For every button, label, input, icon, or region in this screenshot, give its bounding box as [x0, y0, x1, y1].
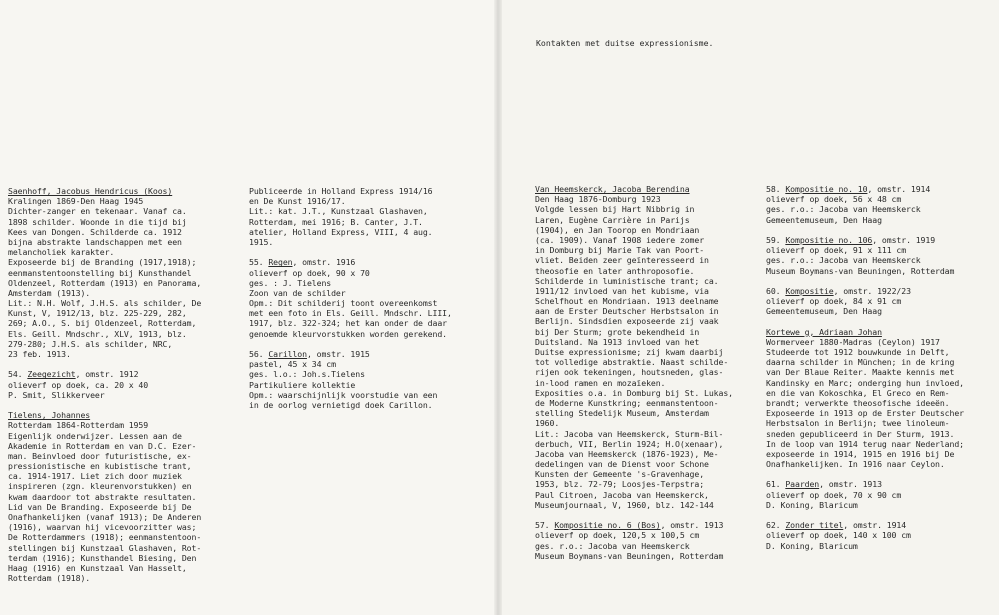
column-3: [535, 184, 763, 561]
text-line: Kralingen 1869-Den Haag 1945: [8, 196, 144, 207]
text-line: Wormerveer 1880-Madras (Ceylon) 1917: [766, 336, 940, 347]
text-line: olieverf op doek, 140 x 100 cm: [766, 530, 911, 541]
text-line: [766, 225, 996, 235]
text-line: Dichter-zanger en tekenaar. Vanaf ca.: [8, 206, 187, 217]
text-line: en die van Kokoschka, El Greco en Rem-: [766, 387, 950, 398]
text-line: stellingen bij Kunstzaal Glashaven, Rot-: [8, 542, 202, 553]
text-line: D. Koning, Blaricum: [766, 499, 858, 510]
text-line: genoemde kleurvorstukken worden gerekend.: [249, 328, 448, 339]
text-line: 54. Zeegezicht, omstr. 1912: [8, 369, 139, 380]
text-line: inspireren (zgn. kleurenvorstukken) en: [8, 481, 192, 492]
text-line: 23 feb. 1913.: [8, 349, 71, 359]
text-line: ca. 1914-1917. Liet zich door muziek: [8, 471, 182, 482]
text-line: Kunsten der Gemeente 's-Gravenhage,: [535, 469, 705, 480]
artist-name: Tielens, Johannes: [8, 410, 91, 421]
text-line: kwam daardoor tot abstrakte resultaten.: [8, 491, 197, 502]
text-line: Museumjournaal, V, 1960, blz. 142-144: [535, 499, 714, 510]
text-line: Duitse expressionisme; zij kwam daarbij: [535, 347, 724, 357]
artist-name: Van Heemskerck, Jacoba Berendina: [535, 184, 690, 194]
text-line: olieverf op doek, 84 x 91 cm: [766, 296, 902, 307]
text-line: Kees van Dongen. Schilderde ca. 1912: [8, 226, 182, 237]
column-4: [766, 184, 996, 551]
text-line: Partikuliere kollektie: [249, 379, 356, 390]
text-line: [249, 247, 489, 257]
text-line: sneden gepubliceerd in Der Sturm, 1913.: [766, 428, 955, 439]
text-line: Lit.: kat. J.T., Kunstzaal Glashaven,: [249, 206, 428, 217]
book-gutter: [494, 0, 502, 615]
column-2: [249, 186, 489, 410]
text-line: 1915.: [249, 236, 274, 247]
text-line: (1916), waarvan hij vicevoorzitter was;: [8, 522, 197, 533]
text-line: Lit.: Jacoba van Heemskerck, Sturm-Bil-: [535, 428, 724, 439]
text-line: [249, 339, 489, 349]
text-line: atelier, Holland Express, VIII, 4 aug.: [249, 226, 433, 237]
text-line: Duitsland. Na 1913 invloed van het: [535, 336, 700, 347]
text-line: Gemeentemuseum, Den Haag: [766, 306, 882, 317]
text-line: Eigenlijk onderwijzer. Lessen aan de: [8, 430, 182, 441]
text-line: Zoon van de schilder: [249, 287, 346, 298]
text-line: tot volledige abstraktie. Naast schilde-: [535, 357, 729, 368]
text-line: [535, 184, 763, 194]
text-line: exposeerde in 1914, 1915 en 1916 bij De: [766, 448, 955, 459]
column-1: [8, 186, 246, 583]
text-line: rijen ook tekeningen, houtsneden, glas-: [535, 367, 724, 378]
text-line: dedelingen van de Dienst voor Schone: [535, 459, 709, 470]
text-line: Laren, Eugène Carrière in Parijs: [535, 214, 690, 225]
text-line: Berlijn. Sindsdien exposeerde zij vaak: [535, 316, 719, 327]
entry-title: Kompositie no. 6 (Bos): [554, 520, 661, 531]
text-line: in de oorlog vernietigd doek Carillon.: [249, 399, 433, 410]
top-note: Kontakten met duitse expressionisme.: [536, 38, 714, 48]
text-line: Kunst, V, 1912/13, blz. 225-229, 282,: [8, 308, 187, 319]
text-line: olieverf op doek, 120,5 x 100,5 cm: [535, 530, 700, 541]
text-line: Opm.: Dit schilderij toont overeenkomst: [249, 298, 438, 309]
text-line: bijna abstrakte landschappen met een: [8, 236, 182, 247]
text-line: Publiceerde in Holland Express 1914/16: [249, 186, 433, 196]
text-line: Akademie in Rotterdam en van D.C. Ezer-: [8, 440, 197, 451]
text-line: Opm.: waarschijnlijk voorstudie van een: [249, 389, 438, 400]
text-line: Rotterdam 1864-Rotterdam 1959: [8, 420, 149, 431]
entry-title: Regen: [268, 257, 293, 268]
text-line: 60. Kompositie, omstr. 1922/23: [766, 285, 911, 296]
text-line: D. Koning, Blaricum: [766, 540, 858, 551]
text-line: terdam (1916); Kunsthandel Biesing, Den: [8, 552, 197, 563]
text-line: ges. l.o.: Joh.s.Tielens: [249, 369, 365, 380]
text-line: [766, 510, 996, 520]
text-line: 62. Zonder titel, omstr. 1914: [766, 520, 907, 531]
text-line: ges. r.o.: Jacoba van Heemskerck: [766, 204, 921, 215]
text-line: 57. Kompositie no. 6 (Bos), omstr. 1913: [535, 520, 724, 531]
text-line: olieverf op doek, 91 x 111 cm: [766, 245, 907, 256]
text-line: ges. : J. Tielens: [249, 277, 332, 288]
text-line: Gemeentemuseum, Den Haag: [766, 214, 882, 225]
text-line: in-lood ramen en mozaïeken.: [535, 377, 666, 388]
text-line: Jacoba van Heemskerck (1876-1923), Me-: [535, 448, 719, 459]
text-line: bij Der Sturm; grote bekendheid in: [535, 326, 700, 337]
text-line: Museum Boymans-van Beuningen, Rotterdam: [766, 265, 955, 276]
text-line: [8, 400, 246, 410]
text-line: Kandinsky en Marc; onderging hun invloed,: [766, 377, 965, 388]
text-line: olieverf op doek, ca. 20 x 40: [8, 379, 149, 390]
entry-title: Carillon: [268, 349, 307, 359]
text-line: [766, 327, 996, 337]
text-line: olieverf op doek, 70 x 90 cm: [766, 489, 902, 500]
text-line: Onafhankelijken (vanaf 1913); De Anderen: [8, 512, 202, 522]
text-line: Lid van De Branding. Exposeerde bij De: [8, 501, 192, 512]
text-line: [8, 359, 246, 369]
text-line: Museum Boymans-van Beuningen, Rotterdam: [535, 550, 724, 561]
entry-title: Kompositie: [785, 285, 834, 296]
text-line: Exposeerde bij de Branding (1917,1918);: [8, 257, 197, 268]
text-line: en De Kunst 1916/17.: [249, 196, 346, 207]
text-line: van Der Blaue Reiter. Maakte kennis met: [766, 367, 955, 378]
text-line: In de loop van 1914 terug naar Nederland;: [766, 438, 965, 449]
text-line: [766, 276, 996, 286]
text-line: olieverf op doek, 56 x 48 cm: [766, 194, 902, 205]
text-line: 55. Regen, omstr. 1916: [249, 257, 356, 268]
text-line: 1917, blz. 322-324; het kan onder de daar: [249, 318, 448, 329]
text-line: 56. Carillon, omstr. 1915: [249, 349, 370, 359]
text-line: Paul Citroen, Jacoba van Heemskerck,: [535, 489, 709, 500]
text-line: De Rotterdammers (1918); eenmanstentoon-: [8, 532, 202, 543]
text-line: aan de Erster Deutscher Herbstsalon in: [535, 306, 719, 317]
artist-name: Kortewe g, Adriaan Johan: [766, 326, 882, 337]
text-line: ges. r.o.: Jacoba van Heemskerck: [766, 255, 921, 266]
text-line: olieverf op doek, 90 x 70: [249, 267, 370, 278]
text-line: Herbstsalon in Berlijn; twee linoleum-: [766, 418, 950, 429]
text-line: Oldenzeel, Rotterdam (1913) en Panorama,: [8, 277, 202, 288]
text-line: melancholiek karakter.: [8, 247, 115, 258]
text-line: 59. Kompositie no. 106, omstr. 1919: [766, 234, 936, 245]
text-line: 61. Paarden, omstr. 1913: [766, 479, 882, 490]
text-line: [766, 316, 996, 326]
text-line: stelling Stedelijk Museum, Amsterdam: [535, 408, 709, 419]
text-line: Volgde lessen bij Hart Nibbrig in: [535, 204, 695, 215]
text-line: Exposities o.a. in Domburg bij St. Lukas,: [535, 387, 734, 398]
text-line: met een foto in Els. Geill. Mndschr. LIII,: [249, 308, 452, 319]
entry-title: Kompositie no. 10: [785, 184, 868, 194]
text-line: brandt; verwerkte theosofische ideeën.: [766, 397, 950, 408]
entry-title: Zeegezicht: [27, 369, 76, 380]
text-line: Haag (1916) en Kunstzaal Van Hasselt,: [8, 562, 187, 573]
text-line: 269; A.O., S. bij Oldenzeel, Rotterdam,: [8, 318, 197, 329]
text-line: 58. Kompositie no. 10, omstr. 1914: [766, 184, 931, 194]
text-line: [8, 410, 246, 420]
text-line: vliet. Beiden zeer geïnteresseerd in: [535, 255, 709, 266]
text-line: Els. Geill. Mndschr., XLV, 1913, blz.: [8, 328, 187, 339]
text-line: 1953, blz. 72-79; Loosjes-Terpstra;: [535, 479, 705, 490]
text-line: Schelfhout en Mondriaan. 1913 deelname: [535, 296, 719, 307]
text-line: man. Beinvloed door futuristische, ex-: [8, 450, 192, 461]
text-line: Rotterdam, mei 1916; B. Canter, J.T.: [249, 216, 423, 227]
text-line: P. Smit, Slikkerveer: [8, 389, 105, 400]
text-line: Onafhankelijken. In 1916 naar Ceylon.: [766, 459, 945, 470]
text-line: de Moderne Kunstkring; eenmanstentoon-: [535, 397, 719, 408]
entry-title: Zonder titel: [785, 520, 844, 531]
artist-name: Saenhoff, Jacobus Hendricus (Koos): [8, 186, 173, 196]
text-line: Amsterdam (1913).: [8, 287, 91, 298]
text-line: Rotterdam (1918).: [8, 573, 91, 584]
text-line: theosofie en later anthroposofie.: [535, 265, 695, 276]
text-line: 1898 schilder. Woonde in die tijd bij: [8, 216, 187, 227]
text-line: [535, 510, 763, 520]
text-line: derbuch, VII, Berlin 1924; H.O(xenaar),: [535, 438, 724, 449]
text-line: (ca. 1909). Vanaf 1908 iedere zomer: [535, 234, 705, 245]
text-line: pastel, 45 x 34 cm: [249, 359, 336, 370]
text-line: daarna schilder in München; in de kring: [766, 357, 955, 368]
text-line: 279-280; J.H.S. als schilder, NRC,: [8, 338, 173, 349]
text-line: [8, 186, 246, 196]
text-line: Exposeerde in 1913 op de Erster Deutscher: [766, 408, 965, 419]
text-line: Studeerde tot 1912 bouwkunde in Delft,: [766, 347, 950, 357]
entry-title: Paarden: [785, 479, 820, 490]
text-line: Schilderde in luministische trant; ca.: [535, 275, 719, 286]
text-line: Den Haag 1876-Domburg 1923: [535, 194, 661, 205]
text-line: (1904), en Jan Toorop en Mondriaan: [535, 224, 700, 235]
text-line: [766, 469, 996, 479]
text-line: eenmanstentoonstelling bij Kunsthandel: [8, 267, 192, 278]
text-line: 1911/12 invloed van het kubisme, via: [535, 285, 709, 296]
text-line: ges. r.o.: Jacoba van Heemskerck: [535, 540, 690, 551]
entry-title: Kompositie no. 106: [785, 234, 873, 245]
text-line: Lit.: N.H. Wolf, J.H.S. als schilder, De: [8, 298, 202, 309]
text-line: in Domburg bij Marie Tak van Poort-: [535, 245, 705, 256]
text-line: pressionistische en kubistische trant,: [8, 461, 192, 472]
text-line: 1960.: [535, 418, 560, 429]
